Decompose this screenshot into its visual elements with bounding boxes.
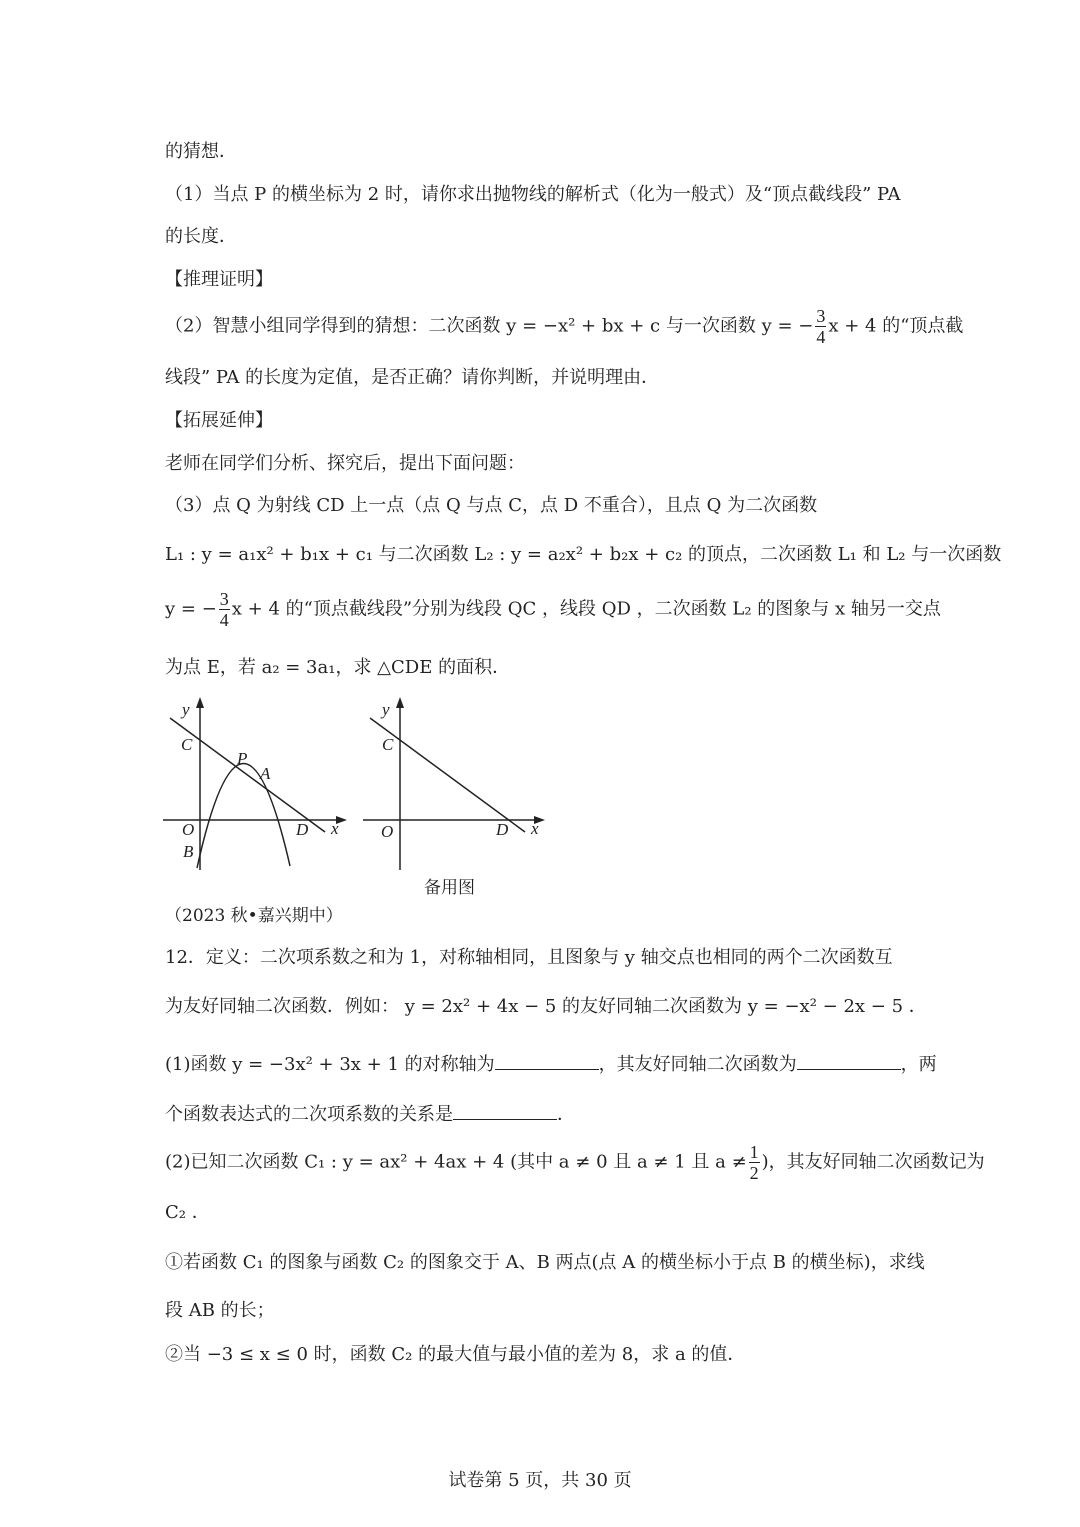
- text-line: 为友好同轴二次函数．例如： y = 2x² + 4x − 5 的友好同轴二次函数为 y = −x² − 2x − 5 ．: [165, 996, 927, 1017]
- answer-blank: [495, 1053, 599, 1070]
- numerator: 3: [219, 589, 229, 609]
- text-line: L₁ : y = a₁x² + b₁x + c₁ 与二次函数 L₂ : y = a₂x² + b₂x + c₂ 的顶点，二次函数 L₁ 和 L₂ 与一次函数: [165, 544, 1002, 565]
- section-heading: 【推理证明】: [165, 269, 273, 290]
- denominator: 4: [816, 327, 826, 347]
- label-a: A: [260, 764, 271, 783]
- figure-2-graph: [355, 690, 550, 875]
- section-heading: 【拓展延伸】: [165, 410, 273, 431]
- figure-1-graph: [155, 690, 355, 875]
- label-d: D: [496, 820, 509, 839]
- question-12-part-1: [165, 1053, 937, 1077]
- text: (1)函数 y = −3x² + 3x + 1 的对称轴为: [165, 1054, 495, 1075]
- text: ，两: [900, 1054, 937, 1075]
- sub-question-2: ②当 −3 ≤ x ≤ 0 时，函数 C₂ 的最大值与最小值的差为 8，求 a 的值．: [165, 1344, 746, 1365]
- text: x + 4 的“顶点截: [828, 315, 964, 337]
- text-line: 为点 E，若 a₂ = 3a₁，求 △CDE 的面积．: [165, 657, 511, 678]
- text-line: 老师在同学们分析、探究后，提出下面问题：: [165, 453, 525, 474]
- label-b: B: [183, 842, 194, 861]
- denominator: 2: [749, 1163, 759, 1183]
- label-d: D: [296, 820, 309, 839]
- question-part-1: （1）当点 P 的横坐标为 2 时，请你求出抛物线的解析式（化为一般式）及“顶点截线段” PA: [165, 184, 901, 205]
- label-c: C: [181, 735, 193, 754]
- numerator: 1: [749, 1142, 759, 1162]
- question-source: （2023 秋•嘉兴期中）: [165, 906, 343, 926]
- y-axis-arrow-icon: [396, 697, 404, 708]
- text: ．: [557, 1104, 575, 1125]
- text: x + 4 的“顶点截线段”分别为线段 QC ，线段 QD ，二次函数 L₂ 的图象与 x 轴另一交点: [231, 598, 941, 620]
- label-o: O: [381, 822, 394, 841]
- question-part-2: [165, 306, 963, 347]
- text: y = −: [165, 598, 217, 620]
- label-c: C: [382, 735, 394, 754]
- question-12: 12．定义：二次项系数之和为 1，对称轴相同，且图象与 y 轴交点也相同的两个二次函数互: [165, 947, 893, 968]
- text: )，其友好同轴二次函数记为: [761, 1151, 985, 1173]
- label-y: y: [382, 700, 390, 719]
- question-part-3: （3）点 Q 为射线 CD 上一点（点 Q 与点 C，点 D 不重合），且点 Q 为二次函数: [165, 495, 818, 516]
- text-line: 线段” PA 的长度为定值，是否正确？请你判断，并说明理由．: [165, 367, 660, 388]
- parabola: [197, 763, 290, 868]
- text: 个函数表达式的二次项系数的关系是: [165, 1104, 453, 1125]
- label-y: y: [182, 700, 190, 719]
- label-x: x: [531, 819, 539, 838]
- text: （2）智慧小组同学得到的猜想：二次函数 y = −x² + bx + c 与一次函数 y = −: [165, 315, 814, 337]
- answer-blank: [453, 1103, 557, 1120]
- text-line: 段 AB 的长；: [165, 1300, 275, 1321]
- figure-caption: 备用图: [424, 878, 475, 898]
- question-12-part-2: [165, 1142, 985, 1183]
- denominator: 4: [219, 610, 229, 630]
- text-line: 的长度．: [165, 226, 237, 247]
- fraction: [749, 1142, 760, 1183]
- numerator: 3: [816, 306, 826, 326]
- line-cd: [170, 718, 325, 832]
- label-p: P: [237, 749, 248, 768]
- text: (2)已知二次函数 C₁ : y = ax² + 4ax + 4 (其中 a ≠ 0 且 a ≠ 1 且 a ≠: [165, 1151, 747, 1173]
- fraction: [219, 589, 230, 630]
- label-x: x: [331, 819, 339, 838]
- answer-blank: [797, 1053, 901, 1070]
- text-line: 的猜想．: [165, 141, 237, 162]
- text-line: C₂ ．: [165, 1202, 210, 1223]
- text-line: [165, 1103, 575, 1127]
- text-line: [165, 589, 941, 630]
- label-o: O: [182, 820, 195, 839]
- fraction: [815, 306, 826, 347]
- page-footer: 试卷第 5 页，共 30 页: [448, 1470, 632, 1491]
- text: ，其友好同轴二次函数为: [598, 1054, 797, 1075]
- y-axis-arrow-icon: [196, 697, 204, 708]
- sub-question-1: ①若函数 C₁ 的图象与函数 C₂ 的图象交于 A、B 两点(点 A 的横坐标小于点 B 的横坐标)，求线: [165, 1252, 925, 1273]
